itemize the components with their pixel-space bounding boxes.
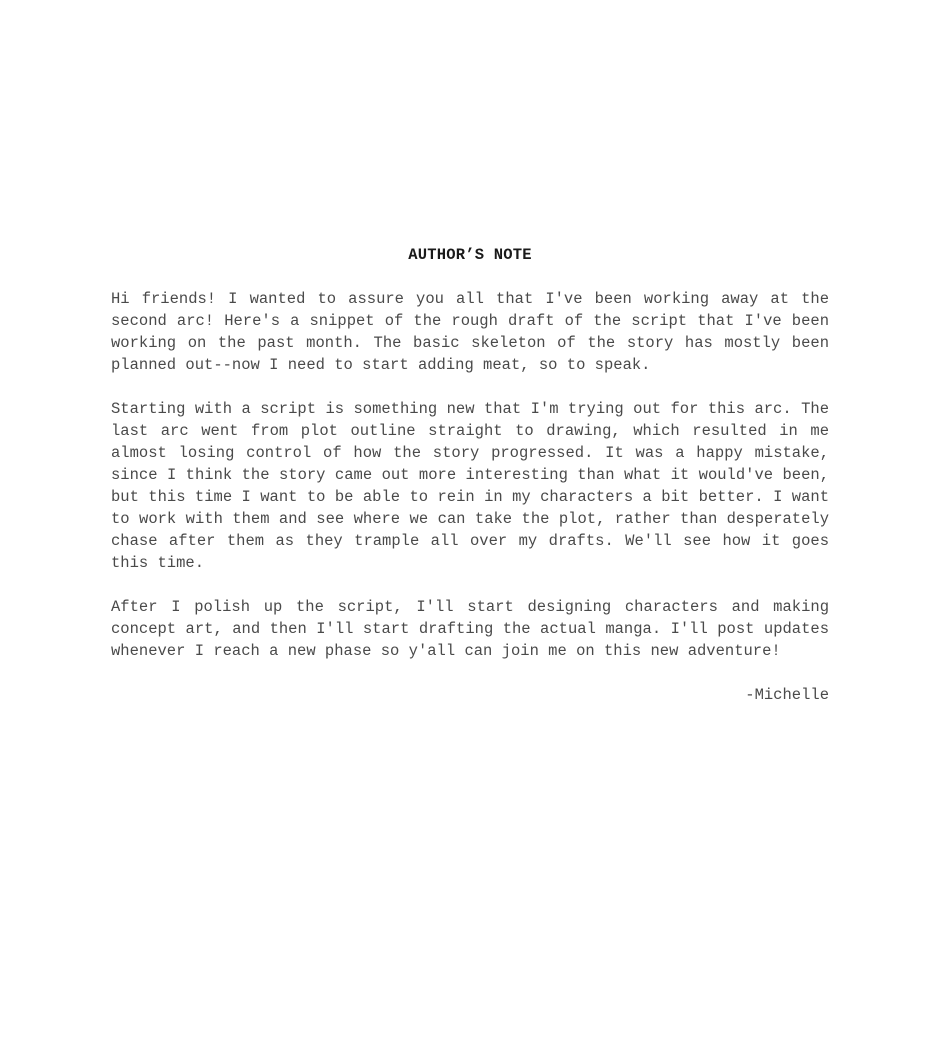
note-paragraph-1: Hi friends! I wanted to assure you all that I've been working away at the second arc! Here's a snippet of the rough draft of the script that I've been working on the past month. The basic skeleton of the story has mostly been planned out--now I need to start adding meat, so to speak. [111,290,829,374]
note-signature: -Michelle [745,686,829,704]
note-paragraph-3: After I polish up the script, I'll start designing characters and making concept art, and then I'll start drafting the actual manga. I'll post updates whenever I reach a new phase so y'all can join me on this new adventure! [111,598,829,660]
note-paragraph-2: Starting with a script is something new that I'm trying out for this arc. The last arc went from plot outline straight to drawing, which resulted in me almost losing control of how the story progressed. It was a happy mistake, since I think the story came out more interesting than what it would've been, but this time I want to be able to rein in my characters a bit better. I want to work with them and see where we can take the plot, rather than desperately chase after them as they trample all over my drafts. We'll see how it goes this time. [111,400,829,572]
authors-note [111,244,829,706]
note-title: AUTHOR’S NOTE [408,246,532,264]
